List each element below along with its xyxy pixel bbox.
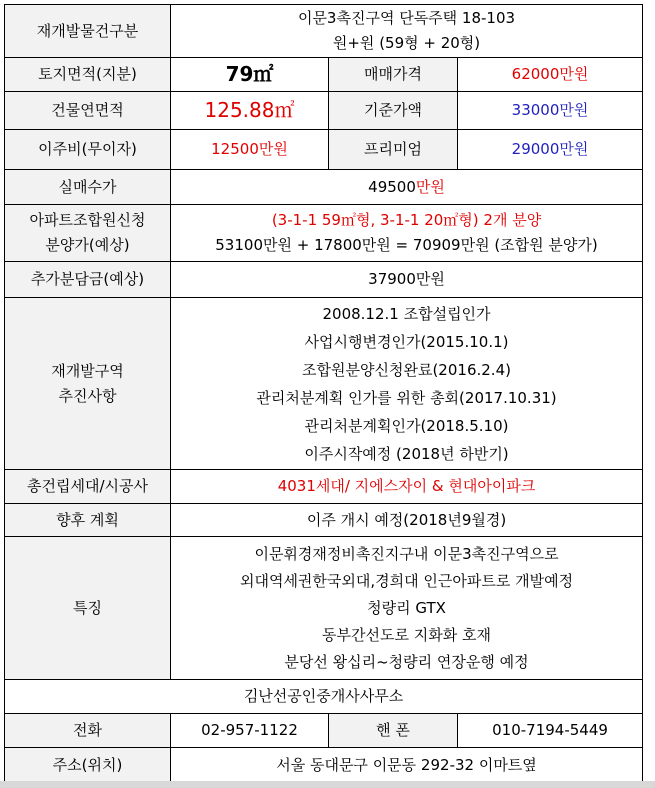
- actual-label: 실매수가: [5, 170, 171, 205]
- land-value: 79㎡: [171, 58, 329, 92]
- sale-price-value: 62000만원: [458, 58, 643, 92]
- additional-value: 37900만원: [171, 262, 643, 298]
- features-label: 특징: [5, 537, 171, 680]
- row-phone: [5, 714, 643, 748]
- type-line: 원+원 (59형 + 20형): [332, 34, 481, 52]
- premium-value: 29000만원: [458, 130, 643, 170]
- row-land: [5, 58, 643, 92]
- apt-apply-label-line: 아파트조합원신청: [29, 211, 146, 229]
- row-features: [5, 537, 643, 680]
- phone-label: 전화: [5, 714, 171, 748]
- row-actual: [5, 170, 643, 205]
- progress-item: 조합원분양신청완료(2016.2.4): [302, 360, 511, 379]
- row-progress: [5, 298, 643, 470]
- listing-table: [4, 4, 643, 783]
- base-price-value: 33000만원: [458, 92, 643, 130]
- row-address: [5, 748, 643, 783]
- actual-value: [171, 170, 643, 205]
- building-label: 건물연면적: [5, 92, 171, 130]
- type-label: 재개발물건구분: [5, 5, 171, 58]
- feature-item: 이문휘경재정비촉진지구내 이문3촉진구역으로: [254, 544, 559, 563]
- row-agency: [5, 680, 643, 714]
- actual-number: 49500: [368, 177, 416, 196]
- row-plan: [5, 504, 643, 537]
- feature-item: 외대역세권한국외대,경희대 인근아파트로 개발예정: [239, 571, 574, 590]
- progress-list: [171, 298, 643, 470]
- progress-label: [5, 298, 171, 470]
- features-list: [171, 537, 643, 680]
- row-apt-apply: [5, 205, 643, 262]
- address-label: 주소(위치): [5, 748, 171, 783]
- progress-item: 2008.12.1 조합설립인가: [322, 304, 491, 323]
- sale-price-label: 매매가격: [329, 58, 458, 92]
- feature-item: 동부간선도로 지화화 호재: [322, 625, 491, 644]
- mobile-label: 핸 폰: [329, 714, 458, 748]
- households-value: 4031세대/ 지에스자이 & 현대아이파크: [171, 470, 643, 504]
- actual-unit: 만원: [415, 177, 445, 196]
- plan-value: 이주 개시 예정(2018년9월경): [171, 504, 643, 537]
- progress-item: 관리처분계획인가(2018.5.10): [304, 416, 509, 435]
- building-value: 125.88㎡: [171, 92, 329, 130]
- row-households: [5, 470, 643, 504]
- type-value: [171, 5, 643, 58]
- progress-item: 관리처분계획 인가를 위한 총회(2017.10.31): [256, 388, 557, 407]
- row-type: [5, 5, 643, 58]
- apt-apply-value: [171, 205, 643, 262]
- premium-label: 프리미엄: [329, 130, 458, 170]
- additional-label: 추가분담금(예상): [5, 262, 171, 298]
- phone-value: 02-957-1122: [171, 714, 329, 748]
- plan-label: 향후 계획: [5, 504, 171, 537]
- base-price-label: 기준가액: [329, 92, 458, 130]
- agency-name: 김난선공인중개사사무소: [5, 680, 643, 714]
- row-additional: [5, 262, 643, 298]
- relocation-label: 이주비(무이자): [5, 130, 171, 170]
- apt-apply-label: [5, 205, 171, 262]
- address-value: 서울 동대문구 이문동 292-32 이마트옆: [171, 748, 643, 783]
- progress-label-line: 추진사항: [58, 386, 117, 405]
- progress-item: 사업시행변경인가(2015.10.1): [304, 332, 509, 351]
- progress-label-line: 재개발구역: [51, 361, 124, 380]
- type-line: 이문3촉진구역 단독주택 18-103: [297, 9, 516, 27]
- households-label: 총건립세대/시공사: [5, 470, 171, 504]
- feature-item: 분당선 왕십리~청량리 연장운행 예정: [284, 652, 529, 671]
- apt-apply-label-line: 분양가(예상): [45, 236, 130, 254]
- bottom-strip: [0, 781, 655, 788]
- row-relocation: [5, 130, 643, 170]
- row-building: [5, 92, 643, 130]
- apt-apply-line: 53100만원 + 17800만원 = 70909만원 (조합원 분양가): [215, 236, 598, 254]
- land-label: 토지면적(지분): [5, 58, 171, 92]
- progress-item: 이주시작예정 (2018년 하반기): [304, 444, 509, 463]
- mobile-value: 010-7194-5449: [458, 714, 643, 748]
- relocation-value: 12500만원: [171, 130, 329, 170]
- feature-item: 청량리 GTX: [367, 598, 446, 617]
- apt-apply-line: (3-1-1 59㎡형, 3-1-1 20㎡형) 2개 분양: [271, 211, 542, 229]
